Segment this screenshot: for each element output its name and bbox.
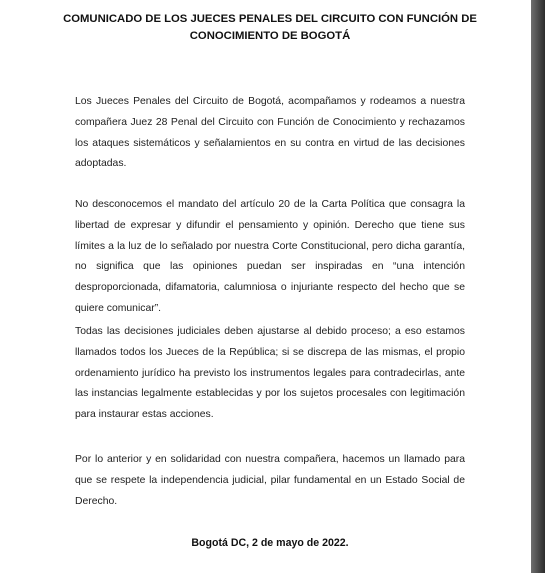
paragraph-4: Por lo anterior y en solidaridad con nuestra compañera, hacemos un llamado para que se respete la independencia judicial, pilar fundamental en un Estado Social de Derecho. <box>75 454 465 507</box>
date-line: Bogotá DC, 2 de mayo de 2022. <box>191 537 349 549</box>
viewer-scroll-edge[interactable] <box>531 0 545 573</box>
document-title <box>60 11 480 45</box>
title-line-2: CONOCIMIENTO DE BOGOTÁ <box>189 30 351 42</box>
paragraph-3: Todas las decisiones judiciales deben ajustarse al debido proceso; a eso estamos llamados todos los Jueces de la República; si se discrepa de las mismas, el propio ordenamiento jurídico ha previsto los instrumentos legales para contradecirlas, ante las instancias legalmente establecidas y por los sujetos procesales con legitimación para instaurar estas acciones. <box>75 326 465 421</box>
paragraph-1: Los Jueces Penales del Circuito de Bogotá, acompañamos y rodeamos a nuestra compañera Juez 28 Penal del Circuito con Función de Conocimiento y rechazamos los ataques sistemáticos y señalamientos en su contra en virtud de las decisiones adoptadas. <box>75 96 465 170</box>
title-line-1: COMUNICADO DE LOS JUECES PENALES DEL CIRCUITO CON FUNCIÓN DE <box>63 13 477 25</box>
paragraph-2: No desconocemos el mandato del artículo 20 de la Carta Política que consagra la libertad de expresar y difundir el pensamiento y opinión. Derecho que tiene sus límites a la luz de lo señalado por nuestra Corte Constitucional, pero dicha garantía, no significa que las opiniones puedan ser inspiradas en “una intención desproporcionada, difamatoria, calumniosa o injuriante respecto del hecho que se quiere comunicar”. <box>75 199 465 314</box>
